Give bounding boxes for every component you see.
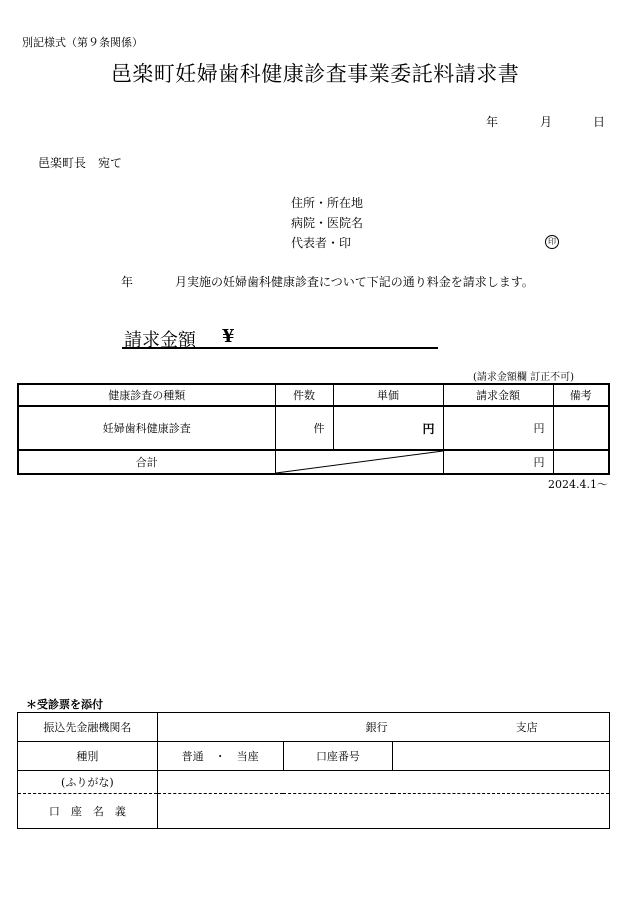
furigana-row	[18, 771, 610, 794]
addressee: 邑楽町長 宛て	[38, 156, 123, 170]
form-number: 別記様式（第９条関係）	[22, 36, 143, 49]
total-remarks	[553, 450, 609, 474]
claim-table	[17, 383, 610, 475]
institution-field[interactable]	[157, 713, 609, 742]
holder-label: 口 座 名 義	[18, 794, 158, 829]
sender-hospital-label: 病院・医院名	[291, 216, 364, 230]
row-unit-price: 円	[333, 406, 443, 450]
row-type: 妊婦歯科健康診査	[18, 406, 275, 450]
claim-table-header	[18, 384, 609, 406]
holder-field[interactable]	[157, 794, 609, 829]
attachment-note: ＊受診票を添付	[26, 698, 103, 711]
account-type-row	[18, 742, 610, 771]
amount-yen-sign: ¥	[222, 326, 235, 347]
institution-label: 振込先金融機関名	[18, 713, 158, 742]
row-amount-unit[interactable]: 円	[443, 406, 553, 450]
furigana-label: (ふりがな)	[18, 771, 158, 794]
total-label: 合計	[18, 450, 275, 474]
bank-table	[17, 712, 610, 829]
amount-note: (請求金額欄 訂正不可)	[473, 372, 574, 383]
header-unit-price: 単価	[333, 384, 443, 406]
account-holder-row	[18, 794, 610, 829]
header-remarks: 備考	[553, 384, 609, 406]
total-amount-unit[interactable]: 円	[443, 450, 553, 474]
header-type: 健康診査の種類	[18, 384, 275, 406]
page-title: 邑楽町妊婦歯科健康診査事業委託料請求書	[110, 62, 520, 86]
diagonal-line	[276, 451, 443, 473]
account-no-label: 口座番号	[283, 742, 393, 771]
total-void-cell	[275, 450, 443, 474]
header-count: 件数	[275, 384, 333, 406]
statement-text: 月実施の妊婦歯科健康診査について下記の通り料金を請求します。	[175, 275, 534, 289]
sender-address-label: 住所・所在地	[291, 196, 364, 210]
bank-institution-row	[18, 713, 610, 742]
branch-suffix: 支店	[515, 721, 538, 734]
amount-label: 請求金額	[124, 330, 196, 351]
statement-year-label: 年	[121, 275, 134, 289]
sender-representative-label: 代表者・印	[291, 236, 352, 250]
date-year-label: 年	[486, 115, 499, 129]
bank-suffix: 銀行	[365, 721, 388, 734]
seal-mark: 印	[545, 235, 559, 249]
date-day-label: 日	[593, 115, 606, 129]
edition-date: 2024.4.1～	[548, 478, 608, 491]
row-remarks[interactable]	[553, 406, 609, 450]
date-month-label: 月	[540, 115, 553, 129]
row-count-unit[interactable]: 件	[275, 406, 333, 450]
amount-underline	[122, 347, 438, 349]
table-row	[18, 406, 609, 450]
header-amount: 請求金額	[443, 384, 553, 406]
type-label: 種別	[18, 742, 158, 771]
type-options[interactable]: 普通 ・ 当座	[157, 742, 283, 771]
total-row	[18, 450, 609, 474]
account-no-field[interactable]	[393, 742, 610, 771]
furigana-field[interactable]	[157, 771, 609, 794]
